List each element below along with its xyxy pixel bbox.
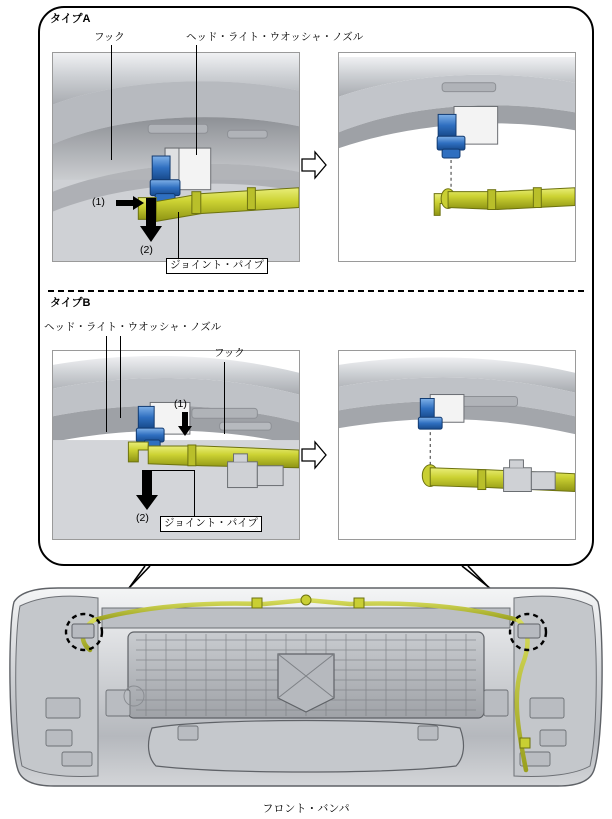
process-arrow-type-b — [300, 440, 328, 470]
type-divider — [48, 290, 584, 292]
type-b-before-scene — [53, 351, 299, 539]
type-b-joint-pipe-leader-h — [152, 470, 194, 471]
type-a-after-illustration — [338, 52, 576, 262]
type-a-nozzle-label: ヘッド・ライト・ウオッシャ・ノズル — [186, 31, 364, 43]
type-b-hook-leader — [224, 362, 225, 434]
process-arrow-type-a — [300, 150, 328, 180]
type-a-step2-number: (2) — [140, 244, 153, 256]
type-b-step2-number: (2) — [136, 512, 149, 524]
type-a-hook-label: フック — [94, 31, 125, 43]
type-a-step2-arrow — [140, 198, 162, 247]
type-a-before-scene — [53, 53, 299, 261]
type-a-after-scene — [339, 53, 575, 261]
type-b-nozzle-leader-1 — [106, 336, 107, 432]
type-b-label: タイプB — [50, 297, 91, 309]
type-b-joint-pipe-leader-v — [194, 470, 195, 516]
type-a-nozzle-leader — [196, 45, 197, 155]
type-b-after-scene — [339, 351, 575, 539]
type-b-hook-label: フック — [214, 347, 245, 359]
type-b-nozzle-label: ヘッド・ライト・ウオッシャ・ノズル — [44, 321, 222, 333]
type-b-nozzle-leader-2 — [120, 336, 121, 418]
figure-caption: フロント・バンパ — [262, 803, 350, 815]
type-a-before-illustration — [52, 52, 300, 262]
front-bumper-scene — [6, 580, 606, 795]
type-b-step2-arrow — [136, 470, 158, 515]
type-b-joint-pipe-label: ジョイント・パイプ — [160, 516, 262, 532]
type-b-after-illustration — [338, 350, 576, 540]
type-a-joint-pipe-leader — [178, 212, 179, 258]
front-bumper-illustration — [6, 580, 606, 795]
type-a-joint-pipe-label: ジョイント・パイプ — [166, 258, 268, 274]
type-b-before-illustration — [52, 347, 300, 540]
type-b-step1-number: (1) — [174, 398, 187, 410]
type-a-step1-number: (1) — [92, 196, 105, 208]
type-a-label: タイプA — [50, 13, 91, 25]
type-b-step1-arrow — [178, 412, 192, 441]
type-a-hook-leader — [111, 45, 112, 160]
